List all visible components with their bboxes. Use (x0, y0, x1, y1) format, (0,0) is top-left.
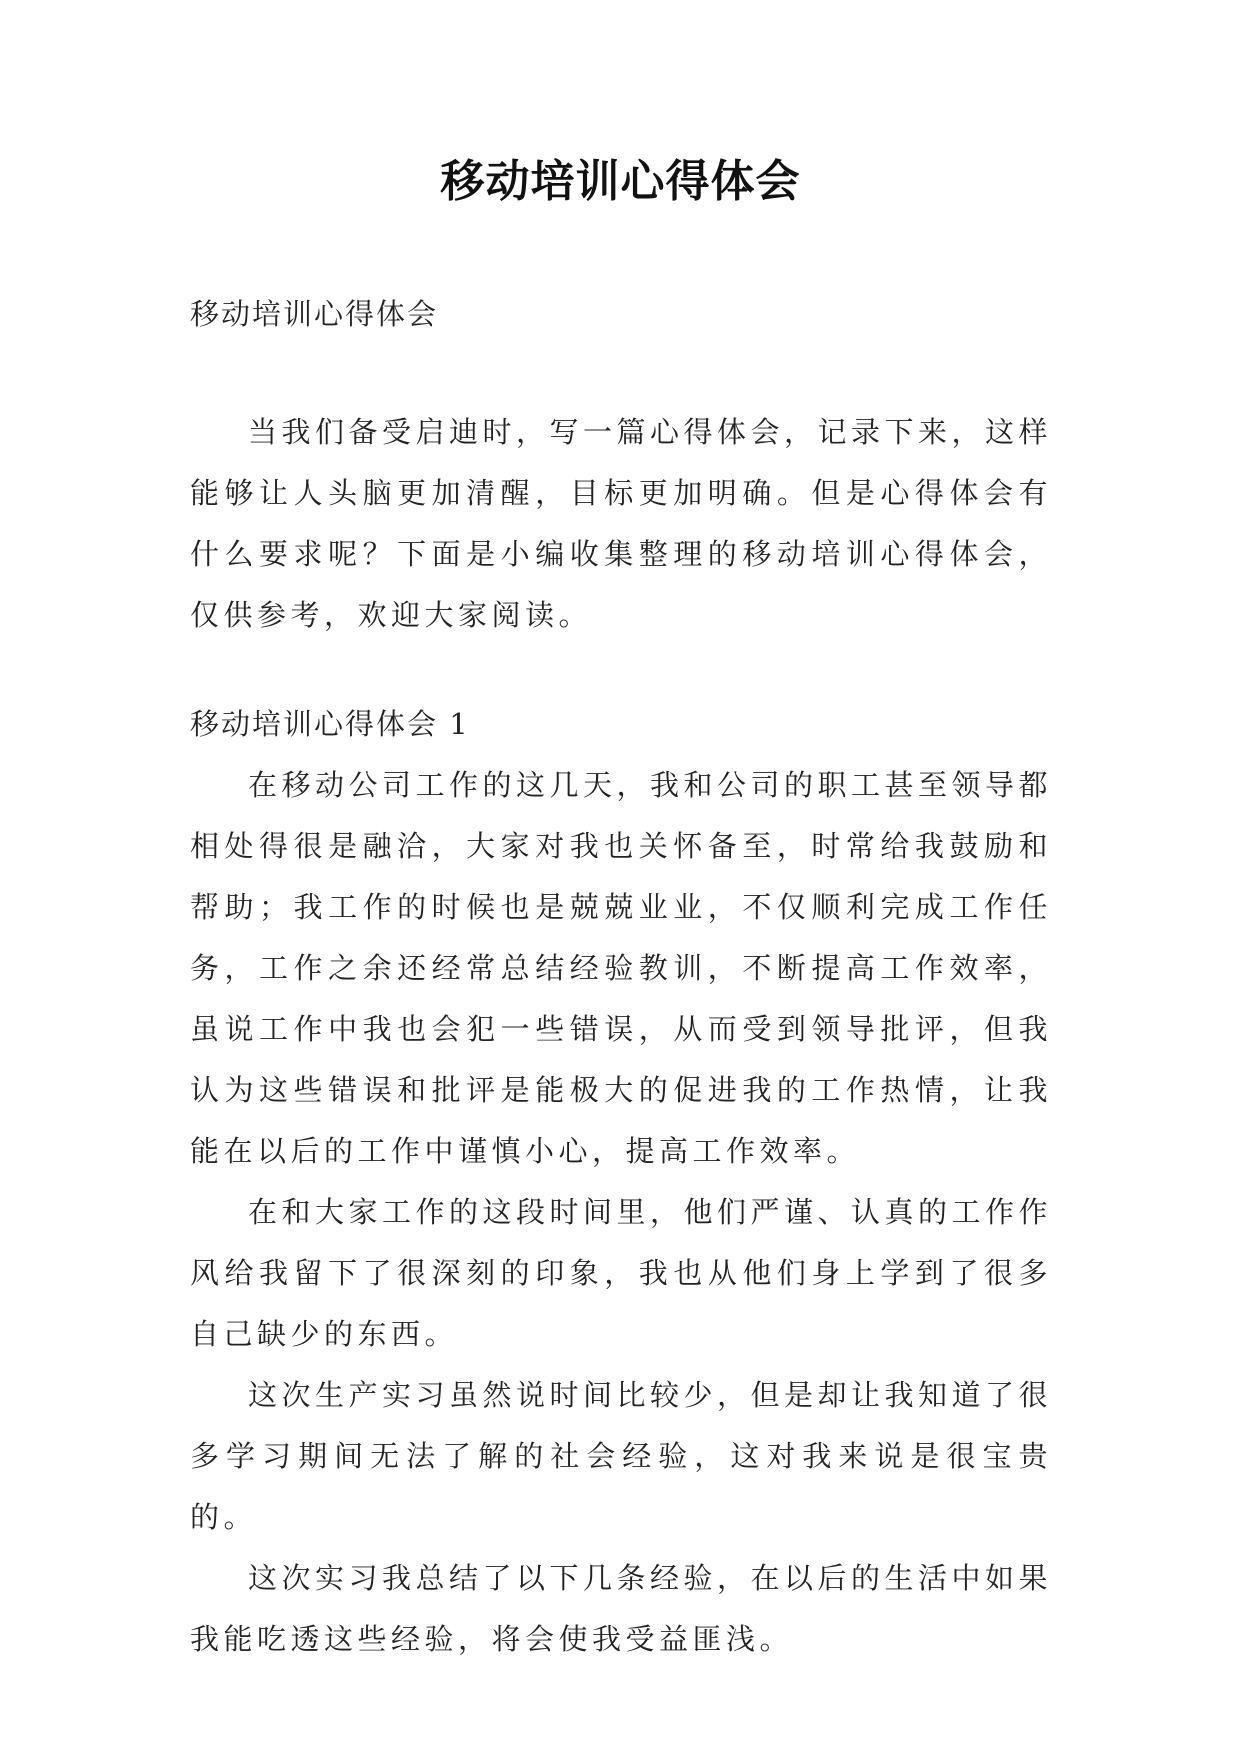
section-1 (190, 694, 1052, 1670)
section-1-paragraph-2: 在和大家工作的这段时间里，他们严谨、认真的工作作风给我留下了很深刻的印象，我也从他们身上学到了很多自己缺少的东西。 (190, 1195, 1053, 1351)
intro-block (190, 402, 1052, 646)
intro-paragraph: 当我们备受启迪时，写一篇心得体会，记录下来，这样能够让人头脑更加清醒，目标更加明确。但是心得体会有什么要求呢？下面是小编收集整理的移动培训心得体会，仅供参考，欢迎大家阅读。 (190, 415, 1053, 632)
section-1-paragraph-1: 在移动公司工作的这几天，我和公司的职工甚至领导都相处得很是融洽，大家对我也关怀备至，时常给我鼓励和帮助；我工作的时候也是兢兢业业，不仅顺利完成工作任务，工作之余还经常总结经验教训，不断提高工作效率，虽说工作中我也会犯一些错误，从而受到领导批评，但我认为这些错误和批评是能极大的促进我的工作热情，让我能在以后的工作中谨慎小心，提高工作效率。 (190, 768, 1053, 1168)
section-1-paragraph-3: 这次生产实习虽然说时间比较少，但是却让我知道了很多学习期间无法了解的社会经验，这对我来说是很宝贵的。 (190, 1378, 1053, 1534)
section-1-paragraph-4: 这次实习我总结了以下几条经验，在以后的生活中如果我能吃透这些经验，将会使我受益匪浅。 (190, 1561, 1053, 1656)
section-1-heading: 移动培训心得体会 1 (190, 707, 470, 741)
document-title: 移动培训心得体会 (440, 156, 801, 207)
document-subtitle: 移动培训心得体会 (190, 297, 439, 331)
